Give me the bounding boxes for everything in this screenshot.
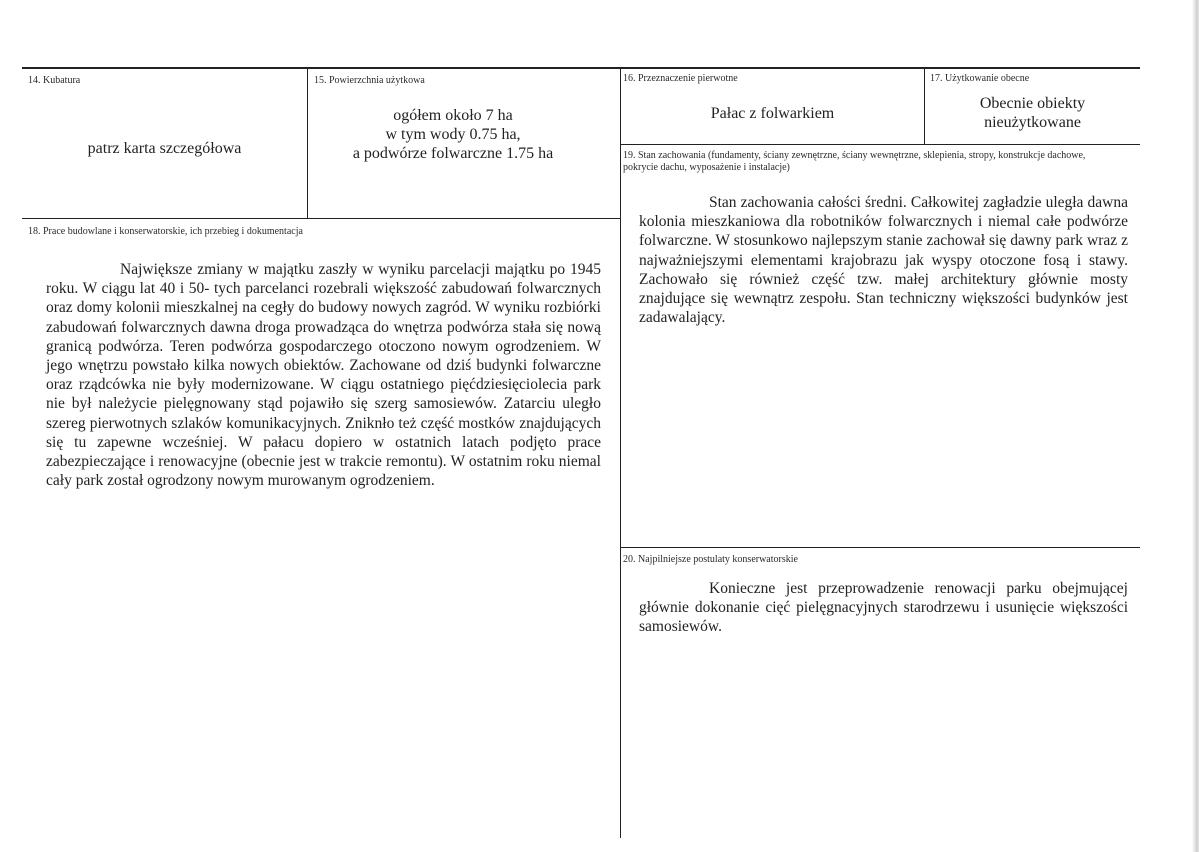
field-17-line-2: nieużytkowane: [984, 114, 1081, 131]
field-17-uzytkowanie: [925, 68, 1140, 144]
field-19-text: Stan zachowania całości średni. Całkowitej zagładzie uległa dawna kolonia mieszkaniowa dla robotników folwarcznych i niemal całe podwórze folwarczne. W stosunkowo najlepszym stanie zachował się dawny park wraz z najważniejszymi elementami krajobrazu jak wyspy otoczone fosą i stawy. Zachowało się również część tzw. małej architektury głównie mosty znajdujące się wewnątrz zespołu. Stan techniczny większości budynków jest zadawalający.: [639, 194, 1128, 327]
field-14-kubatura: [22, 68, 307, 218]
field-15-powierzchnia: [308, 68, 620, 218]
field-16-value: Pałac z folwarkiem: [710, 105, 835, 122]
field-17-label: 17. Użytkowanie obecne: [930, 73, 1030, 84]
field-16-label: 16. Przeznaczenie pierwotne: [623, 73, 738, 84]
field-15-label: 15. Powierzchnia użytkowa: [314, 75, 425, 86]
field-19-label: 19. Stan zachowania (fundamenty, ściany zewnętrzne, ściany wewnętrzne, sklepienia, stropy, konstrukcje dachowe, pokrycie dachu, wyposażenie i instalacje): [623, 150, 1086, 173]
field-17-value: [925, 94, 1140, 132]
field-15-value: [308, 106, 598, 163]
field-18-label: 18. Prace budowlane i konserwatorskie, ich przebieg i dokumentacja: [28, 226, 303, 237]
field-17-line-1: Obecnie obiekty: [979, 95, 1086, 112]
field-18-text: Największe zmiany w majątku zaszły w wyniku parcelacji majątku po 1945 roku. W ciągu lat 40 i 50- tych parcelanci rozebrali większość zabudowań folwarcznych oraz domy kolonii mieszkalnej na cegły do budowy nowych zagród. W wyniku rozbiórki zabudowań folwarcznych dawna droga prowadząca do wnętrza podwórza stała się nową granicą podwórza. Teren podwórza gospodarczego otoczono nowym ogrodzeniem. W jego wnętrzu powstało kilka nowych obiektów. Zachowane od dziś budynki folwarczne oraz rządcówka nie były modernizowane. W ciągu ostatniego pięćdziesięciolecia park nie był należycie pielęgnowany stąd pojawiło się szerg samosiewów. Zatarciu uległo szereg pierwotnych szlaków komunikacyjnych. Zniknło też część mostków znajdujących się tu zapewne wcześniej. W pałacu dopiero w ostatnich latach podjęto prace zabezpieczające i renowacyjne (obecnie jest w trakcie remontu). W ostatnim roku niemal cały park został ogrodzony nowym murowanym ogrodzeniem.: [46, 261, 601, 490]
field-16-przeznaczenie: [621, 68, 924, 144]
field-15-line-3: a podwórze folwarczne 1.75 ha: [352, 145, 554, 162]
field-14-value: patrz karta szczegółowa: [87, 140, 242, 157]
field-20-postulaty: [621, 548, 1140, 838]
field-18-prace: [22, 219, 620, 838]
scan-edge: [1192, 0, 1199, 852]
field-20-label: 20. Najpilniejsze postulaty konserwatorskie: [623, 554, 798, 565]
field-20-text: Konieczne jest przeprowadzenie renowacji parku obejmującej głównie dokonanie cięć pielęgnacyjnych starodrzewu i usunięcie większości samosiewów.: [639, 580, 1128, 636]
field-15-line-2: w tym wody 0.75 ha,: [385, 126, 521, 143]
field-14-label: 14. Kubatura: [28, 75, 81, 86]
field-19-stan-zachowania: [621, 145, 1140, 547]
field-15-line-1: ogółem około 7 ha: [393, 107, 513, 124]
